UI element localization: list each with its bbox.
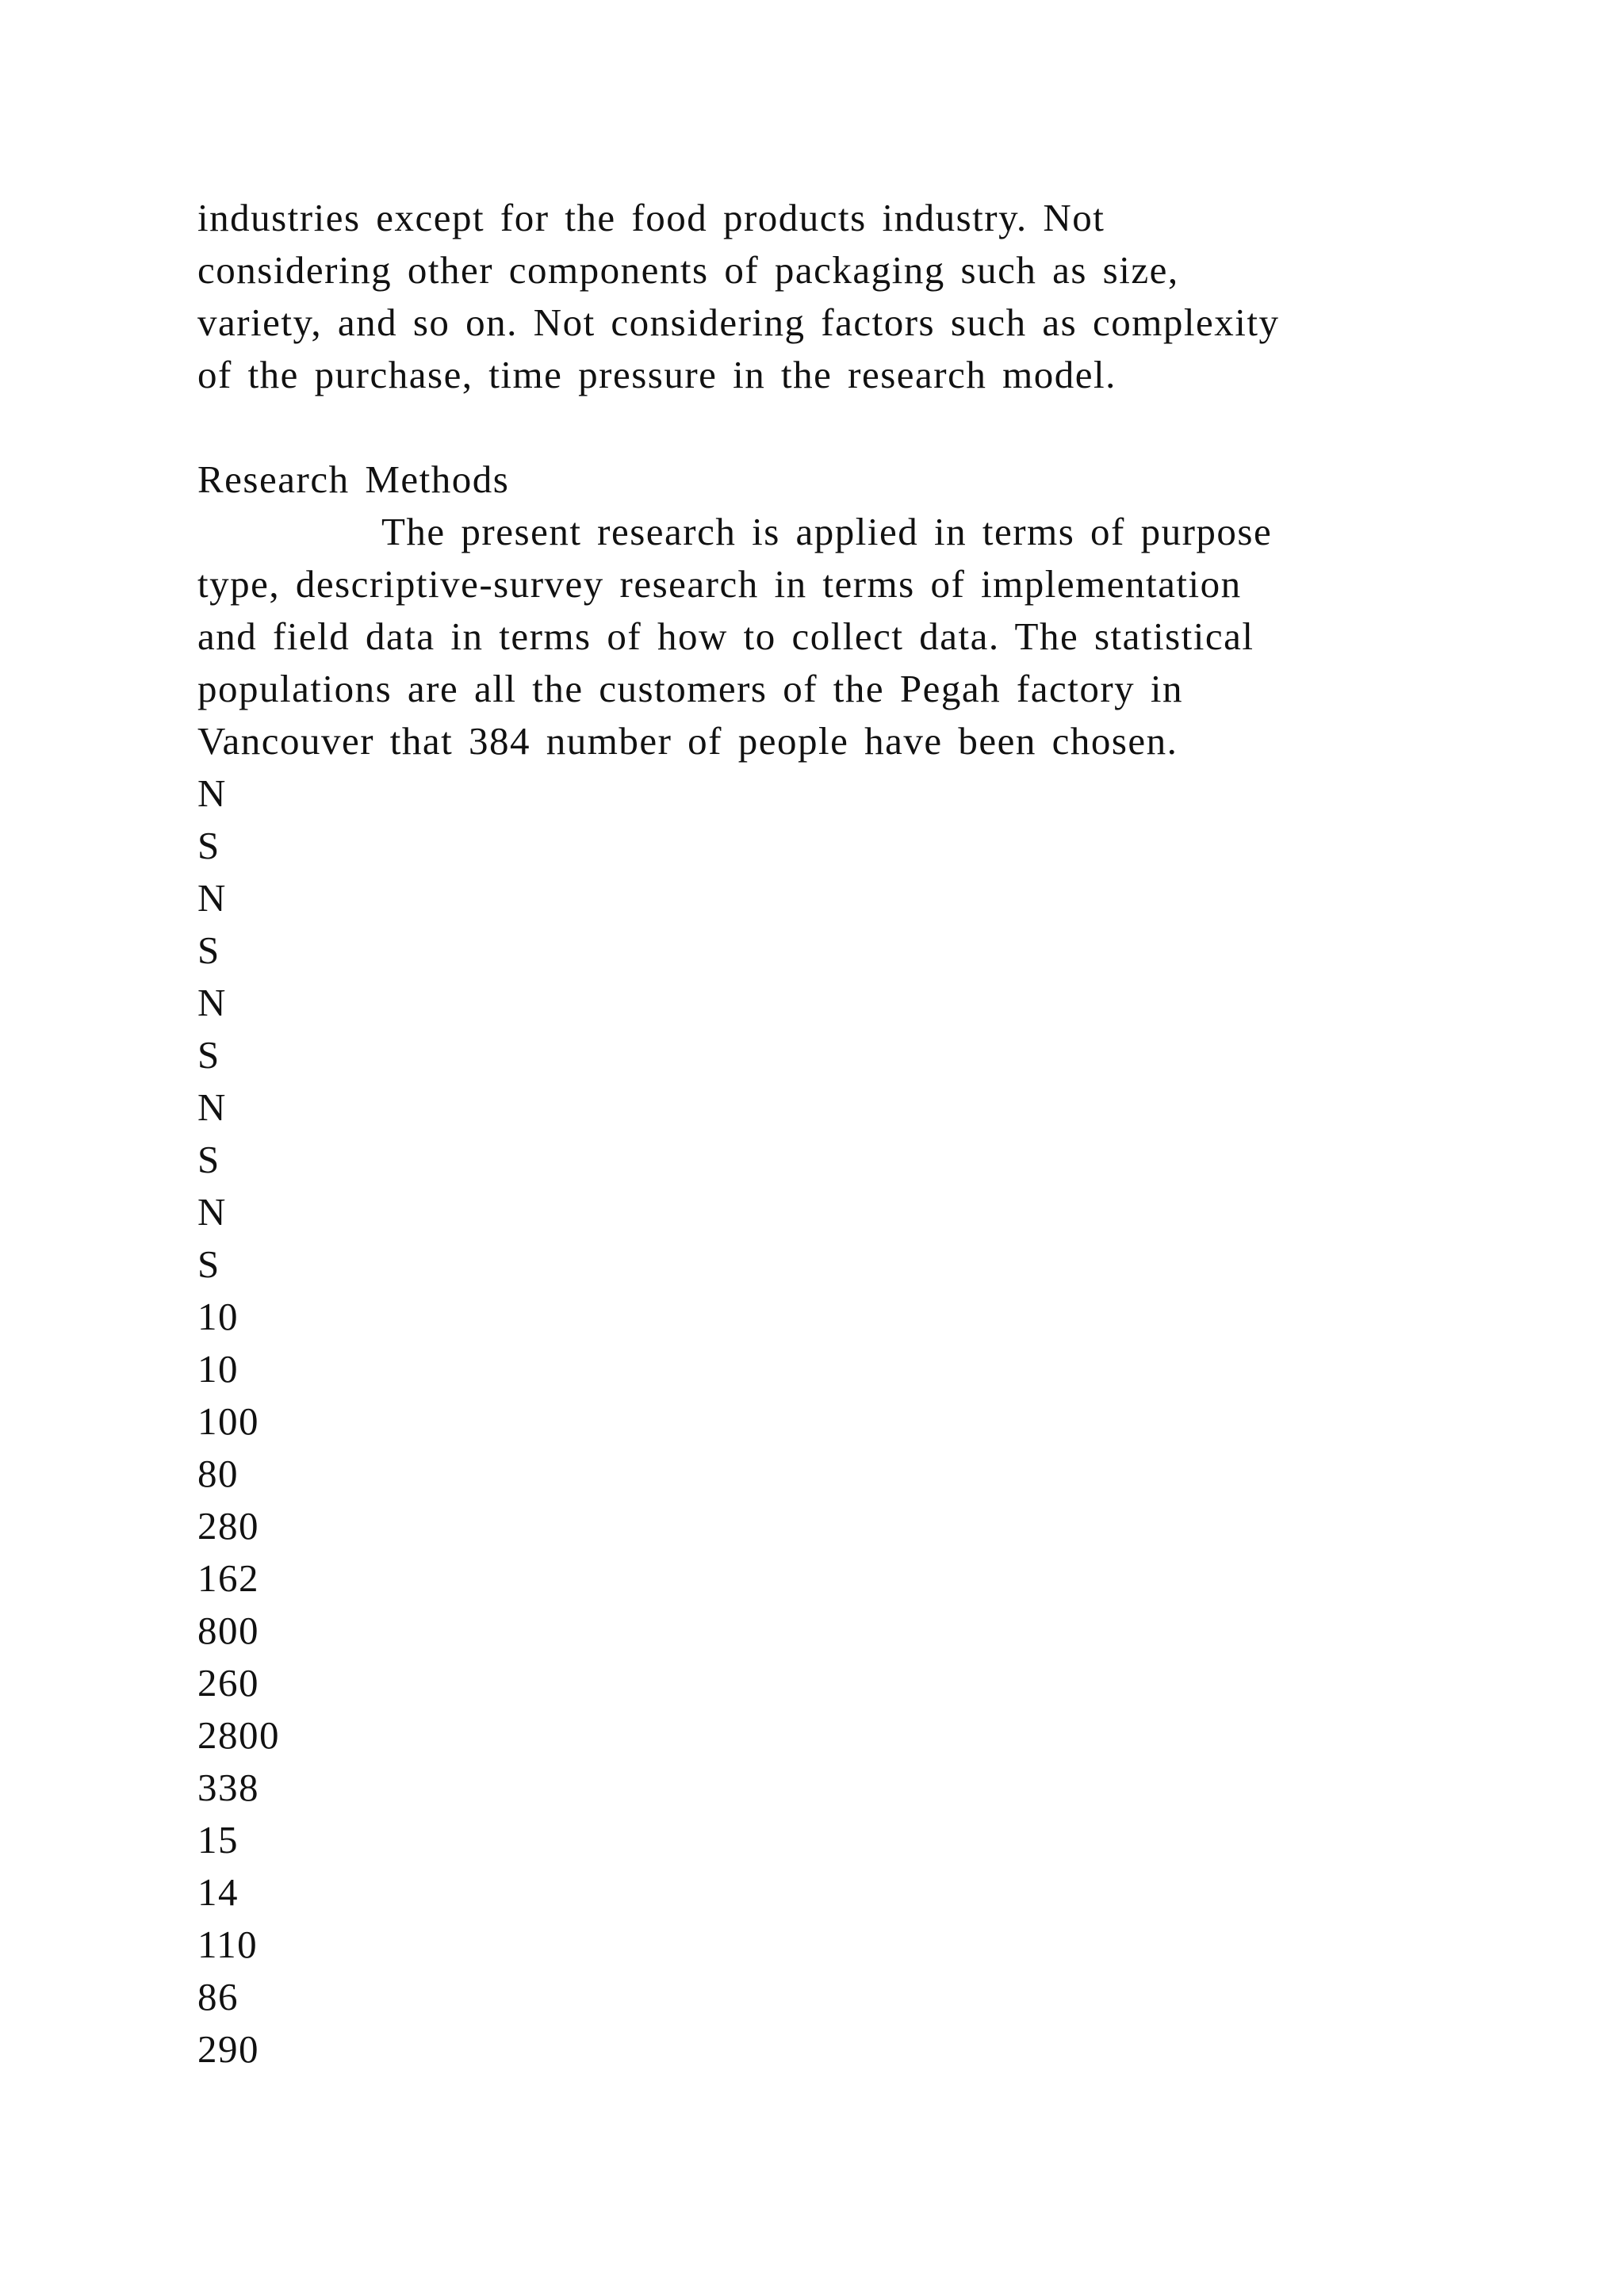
list-item: 10	[197, 1347, 239, 1391]
page-content	[197, 192, 1434, 2076]
list-item: 800	[197, 1609, 259, 1652]
list-item: 10	[197, 1295, 239, 1338]
list-item: 260	[197, 1661, 259, 1705]
text-line: type, descriptive-survey research in terms of implementation	[197, 562, 1242, 606]
list-item: N	[197, 1085, 227, 1129]
list-item: N	[197, 1190, 227, 1234]
text-line: The present research is applied in terms of purpose	[381, 510, 1273, 553]
list-item: S	[197, 928, 220, 972]
text-line: considering other components of packaging such as size,	[197, 248, 1179, 292]
list-item: S	[197, 1242, 220, 1286]
text-line: Vancouver that 384 number of people have been chosen.	[197, 719, 1178, 763]
text-line: industries except for the food products industry. Not	[197, 196, 1105, 239]
sample-size-list	[197, 767, 1434, 2076]
intro-paragraph	[197, 192, 1434, 401]
list-item: 110	[197, 1923, 259, 1966]
list-item: 2800	[197, 1713, 280, 1757]
text-line: and field data in terms of how to collect data. The statistical	[197, 614, 1254, 658]
list-item: 14	[197, 1870, 239, 1914]
section-heading: Research Methods	[197, 457, 510, 501]
paragraph-spacer	[197, 401, 1434, 453]
text-line: populations are all the customers of the Pegah factory in	[197, 667, 1184, 710]
text-line: of the purchase, time pressure in the research model.	[197, 353, 1116, 396]
list-item: S	[197, 824, 220, 867]
list-item: 290	[197, 2027, 259, 2071]
list-item: 86	[197, 1975, 239, 2019]
list-item: 338	[197, 1766, 259, 1809]
list-item: N	[197, 876, 227, 920]
list-item: 280	[197, 1504, 259, 1548]
list-item: S	[197, 1138, 220, 1181]
list-item: S	[197, 1033, 220, 1077]
list-item: N	[197, 771, 227, 815]
text-line: variety, and so on. Not considering factors such as complexity	[197, 300, 1280, 344]
list-item: 162	[197, 1556, 259, 1600]
list-item: N	[197, 981, 227, 1024]
list-item: 100	[197, 1399, 259, 1443]
research-methods-section	[197, 453, 1434, 767]
list-item: 15	[197, 1818, 239, 1862]
list-item: 80	[197, 1452, 239, 1495]
